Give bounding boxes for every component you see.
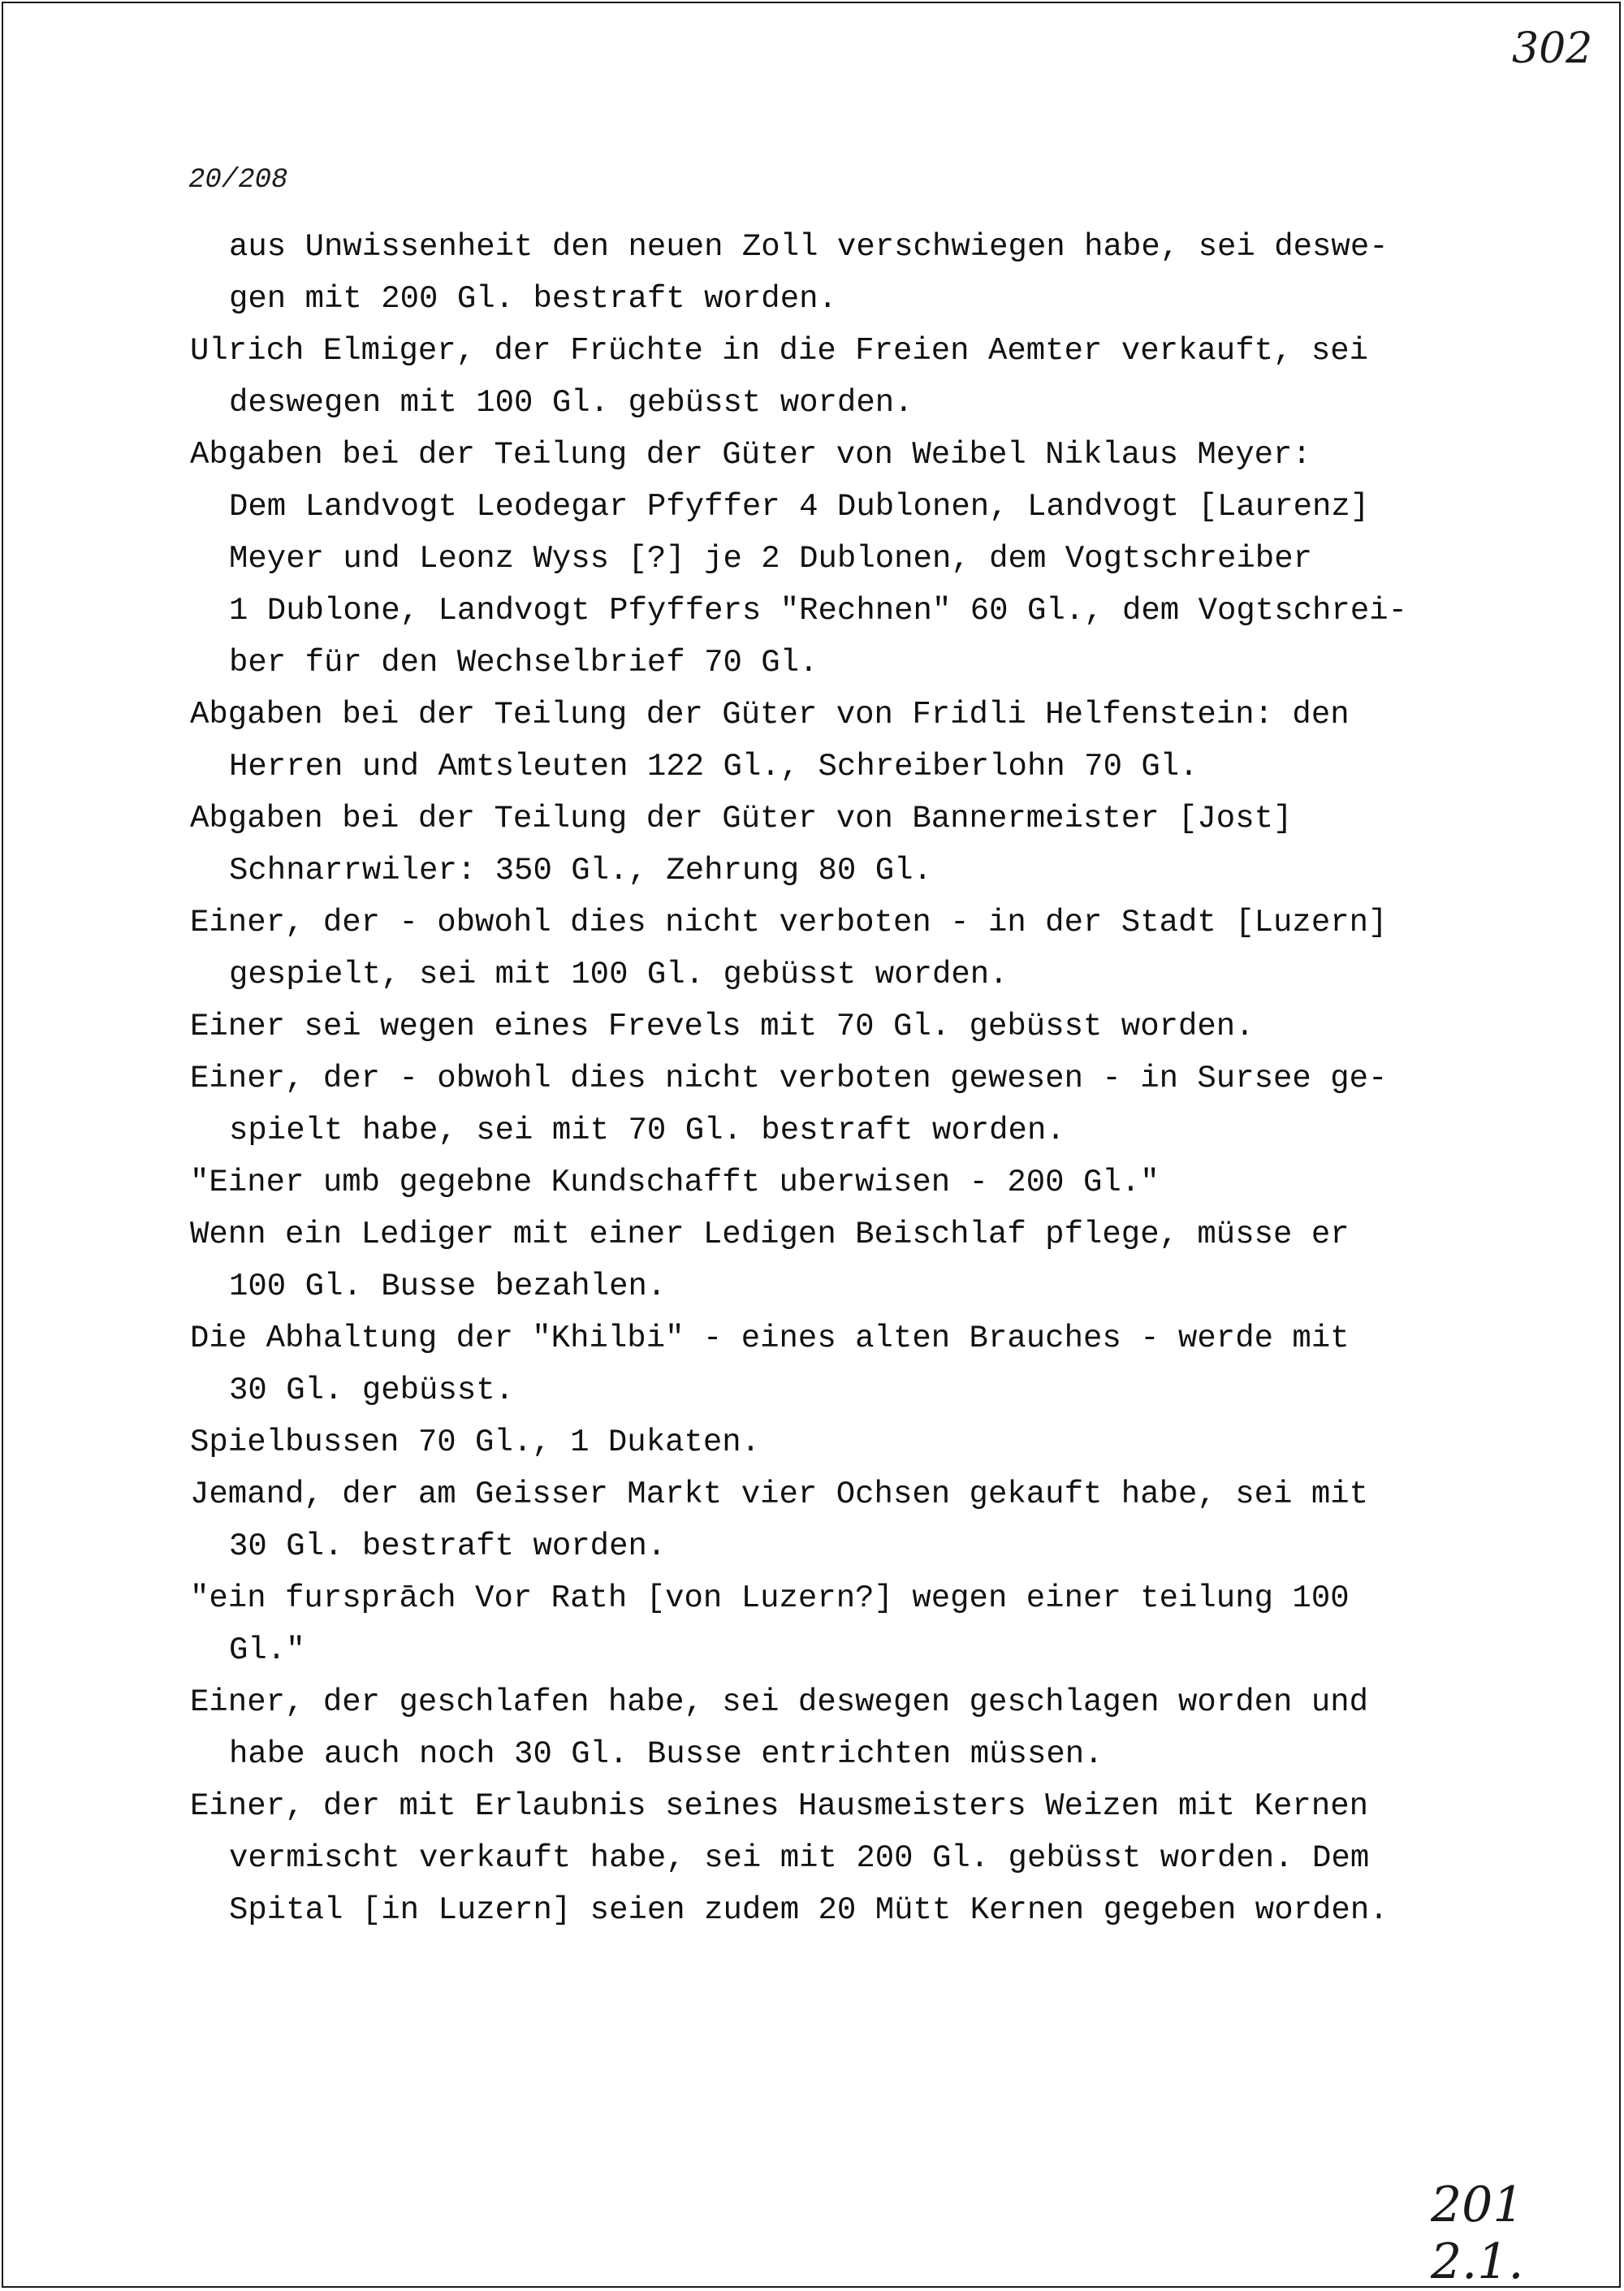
document-reference: 20/208 bbox=[188, 165, 288, 196]
entry-line: ber für den Wechselbrief 70 Gl. bbox=[229, 645, 818, 681]
entry bbox=[190, 1156, 1457, 1208]
entry-line: 100 Gl. Busse bezahlen. bbox=[229, 1269, 667, 1304]
entry bbox=[190, 221, 1457, 325]
entry-line: vermischt verkauft habe, sei mit 200 Gl. gebüsst worden. Dem bbox=[229, 1840, 1370, 1876]
entries-list bbox=[190, 221, 1457, 1936]
entry-line: Abgaben bei der Teilung der Güter von Weibel Niklaus Meyer: bbox=[190, 437, 1311, 473]
entry-line: aus Unwissenheit den neuen Zoll verschwiegen habe, sei deswe- bbox=[229, 229, 1389, 265]
entry bbox=[190, 689, 1457, 793]
entry-line: Einer, der mit Erlaubnis seines Hausmeisters Weizen mit Kernen bbox=[190, 1788, 1369, 1824]
entry bbox=[190, 1676, 1457, 1780]
entry-line: Einer sei wegen eines Frevels mit 70 Gl. gebüsst worden. bbox=[190, 1009, 1255, 1044]
entry-line: Wenn ein Lediger mit einer Ledigen Beischlaf pflege, müsse er bbox=[190, 1217, 1350, 1252]
entry bbox=[190, 1312, 1457, 1416]
page-number: 302 bbox=[1512, 24, 1593, 73]
entry-line: Einer, der - obwohl dies nicht verboten gewesen - in Sursee ge- bbox=[190, 1061, 1388, 1096]
entry-line: Schnarrwiler: 350 Gl., Zehrung 80 Gl. bbox=[229, 853, 932, 888]
entry-line: Ulrich Elmiger, der Früchte in die Freien Aemter verkauft, sei bbox=[190, 333, 1369, 369]
entry-line: 30 Gl. bestraft worden. bbox=[229, 1528, 667, 1564]
entry bbox=[190, 1416, 1457, 1468]
entry bbox=[190, 793, 1457, 897]
entry-line: Herren und Amtsleuten 122 Gl., Schreiberlohn 70 Gl. bbox=[229, 749, 1199, 785]
entry bbox=[190, 1208, 1457, 1312]
entry-line: spielt habe, sei mit 70 Gl. bestraft worden. bbox=[229, 1113, 1065, 1148]
entry bbox=[190, 1468, 1457, 1572]
entry bbox=[190, 1001, 1457, 1053]
entry bbox=[190, 897, 1457, 1001]
archive-number: 201 2.1. bbox=[1431, 2176, 1524, 2290]
entry-line: Abgaben bei der Teilung der Güter von Bannermeister [Jost] bbox=[190, 801, 1293, 836]
entry-line: 1 Dublone, Landvogt Pfyffers "Rechnen" 60 Gl., dem Vogtschrei- bbox=[229, 593, 1408, 629]
entry bbox=[190, 325, 1457, 429]
entry-line: 30 Gl. gebüsst. bbox=[229, 1372, 515, 1408]
entry-line: Die Abhaltung der "Khilbi" - eines alten Brauches - werde mit bbox=[190, 1321, 1350, 1356]
entry-line: Spital [in Luzern] seien zudem 20 Mütt Kernen gegeben worden. bbox=[229, 1892, 1389, 1928]
entry bbox=[190, 1053, 1457, 1156]
entry-line: gen mit 200 Gl. bestraft worden. bbox=[229, 281, 837, 317]
entry-line: Dem Landvogt Leodegar Pfyffer 4 Dublonen, Landvogt [Laurenz] bbox=[229, 489, 1370, 525]
entry-line: habe auch noch 30 Gl. Busse entrichten müssen. bbox=[229, 1736, 1104, 1772]
entry-line: Abgaben bei der Teilung der Güter von Fridli Helfenstein: den bbox=[190, 697, 1350, 733]
entry-line: Meyer und Leonz Wyss [?] je 2 Dublonen, dem Vogtschreiber bbox=[229, 541, 1313, 577]
entry bbox=[190, 1572, 1457, 1676]
entry-line: Einer, der - obwohl dies nicht verboten - in der Stadt [Luzern] bbox=[190, 905, 1388, 940]
entry-line: deswegen mit 100 Gl. gebüsst worden. bbox=[229, 385, 914, 421]
entry-line: "ein fursprāch Vor Rath [von Luzern?] wegen einer teilung 100 bbox=[190, 1580, 1350, 1616]
entry-line: Einer, der geschlafen habe, sei deswegen geschlagen worden und bbox=[190, 1684, 1369, 1720]
entry-line: Spielbussen 70 Gl., 1 Dukaten. bbox=[190, 1424, 761, 1460]
entry bbox=[190, 429, 1457, 689]
entry-line: gespielt, sei mit 100 Gl. gebüsst worden. bbox=[229, 957, 1009, 992]
entry bbox=[190, 1780, 1457, 1936]
entry-line: Jemand, der am Geisser Markt vier Ochsen gekauft habe, sei mit bbox=[190, 1476, 1369, 1512]
entry-line: Gl." bbox=[229, 1632, 305, 1668]
entry-line: "Einer umb gegebne Kundschafft uberwisen - 200 Gl." bbox=[190, 1165, 1160, 1200]
